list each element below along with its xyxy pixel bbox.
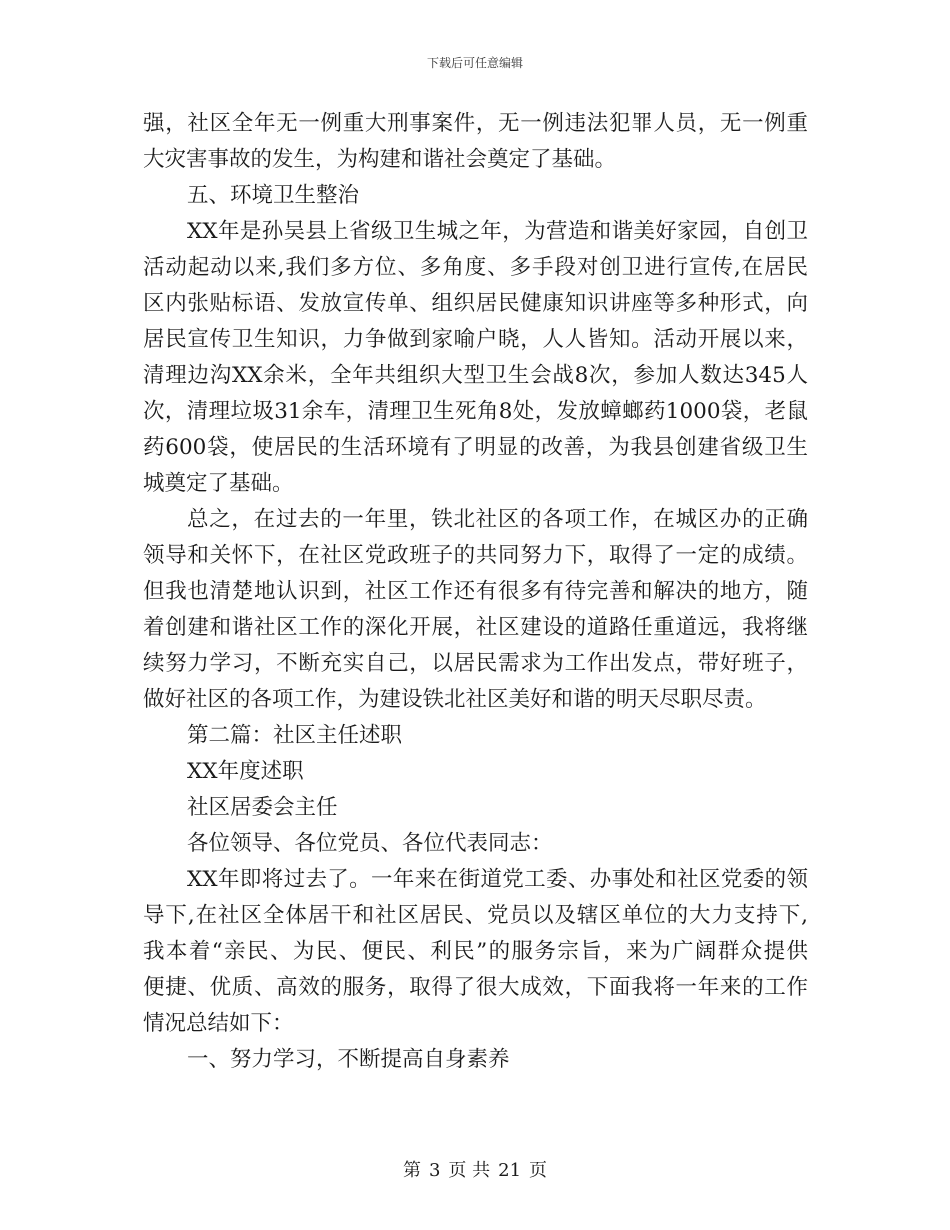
paragraph-line: XX年是孙吴县上省级卫生城之年，为营造和谐美好家园，自创卫 <box>187 219 808 244</box>
total-page-count: 21 <box>498 1160 522 1181</box>
paragraph-line: 但我也清楚地认识到，社区工作还有很多有待完善和解决的地方，随 <box>143 579 808 604</box>
page-label-prefix: 第 <box>402 1160 421 1181</box>
page-header: 下载后可任意编辑 <box>426 56 523 70</box>
paragraph-line: 清理边沟XX余米，全年共组织大型卫生会战8次，参加人数达345人 <box>143 363 808 388</box>
page-label-middle: 页 共 <box>448 1160 491 1181</box>
paragraph-line: XX年即将过去了。一年来在街道党工委、办事处和社区党委的领 <box>187 867 808 892</box>
paragraph-line: 总之，在过去的一年里，铁北社区的各项工作，在城区办的正确 <box>187 507 808 532</box>
paragraph-line: 药600袋，使居民的生活环境有了明显的改善，为我县创建省级卫生 <box>143 435 808 460</box>
document-body <box>143 106 808 1078</box>
paragraph-line: 次，清理垃圾31余车，清理卫生死角8处，发放蟑螂药1000袋，老鼠 <box>143 399 808 424</box>
paragraph-line: 强，社区全年无一例重大刑事案件，无一例违法犯罪人员，无一例重 <box>143 111 808 136</box>
paragraph-line: 领导和关怀下，在社区党政班子的共同努力下，取得了一定的成绩。 <box>143 543 808 568</box>
section-heading: 一、努力学习，不断提高自身素养 <box>187 1047 510 1072</box>
paragraph-line: 我本着“亲民、为民、便民、利民”的服务宗旨，来为广阔群众提供 <box>143 939 808 964</box>
paragraph-line: 做好社区的各项工作，为建设铁北社区美好和谐的明天尽职尽责。 <box>143 687 767 712</box>
paragraph-line: 居民宣传卫生知识，力争做到家喻户晓，人人皆知。活动开展以来， <box>143 327 808 352</box>
paragraph-line: 导下,在社区全体居干和社区居民、党员以及辖区单位的大力支持下, <box>143 903 808 928</box>
paragraph-line: 续努力学习，不断充实自己，以居民需求为工作出发点，带好班子， <box>143 651 808 676</box>
paragraph-line: 着创建和谐社区工作的深化开展，社区建设的道路任重道远，我将继 <box>143 615 808 640</box>
page-footer <box>0 1156 950 1182</box>
chapter-title: 第二篇：社区主任述职 <box>187 723 403 748</box>
paragraph-line: 城奠定了基础。 <box>143 471 294 496</box>
paragraph-line: 活动起动以来,我们多方位、多角度、多手段对创卫进行宣传,在居民 <box>143 255 808 280</box>
author-role: 社区居委会主任 <box>187 795 338 820</box>
section-heading: 五、环境卫生整治 <box>187 183 360 208</box>
paragraph-line: 大灾害事故的发生，为构建和谐社会奠定了基础。 <box>143 147 617 172</box>
paragraph-line: 区内张贴标语、发放宣传单、组织居民健康知识讲座等多种形式，向 <box>143 291 808 316</box>
current-page-number: 3 <box>428 1160 441 1181</box>
paragraph-line: 便捷、优质、高效的服务，取得了很大成效，下面我将一年来的工作 <box>143 975 808 1000</box>
report-title: XX年度述职 <box>187 759 304 784</box>
greeting: 各位领导、各位党员、各位代表同志： <box>187 831 553 856</box>
paragraph-line: 情况总结如下： <box>143 1011 294 1036</box>
page-label-suffix: 页 <box>529 1160 548 1181</box>
